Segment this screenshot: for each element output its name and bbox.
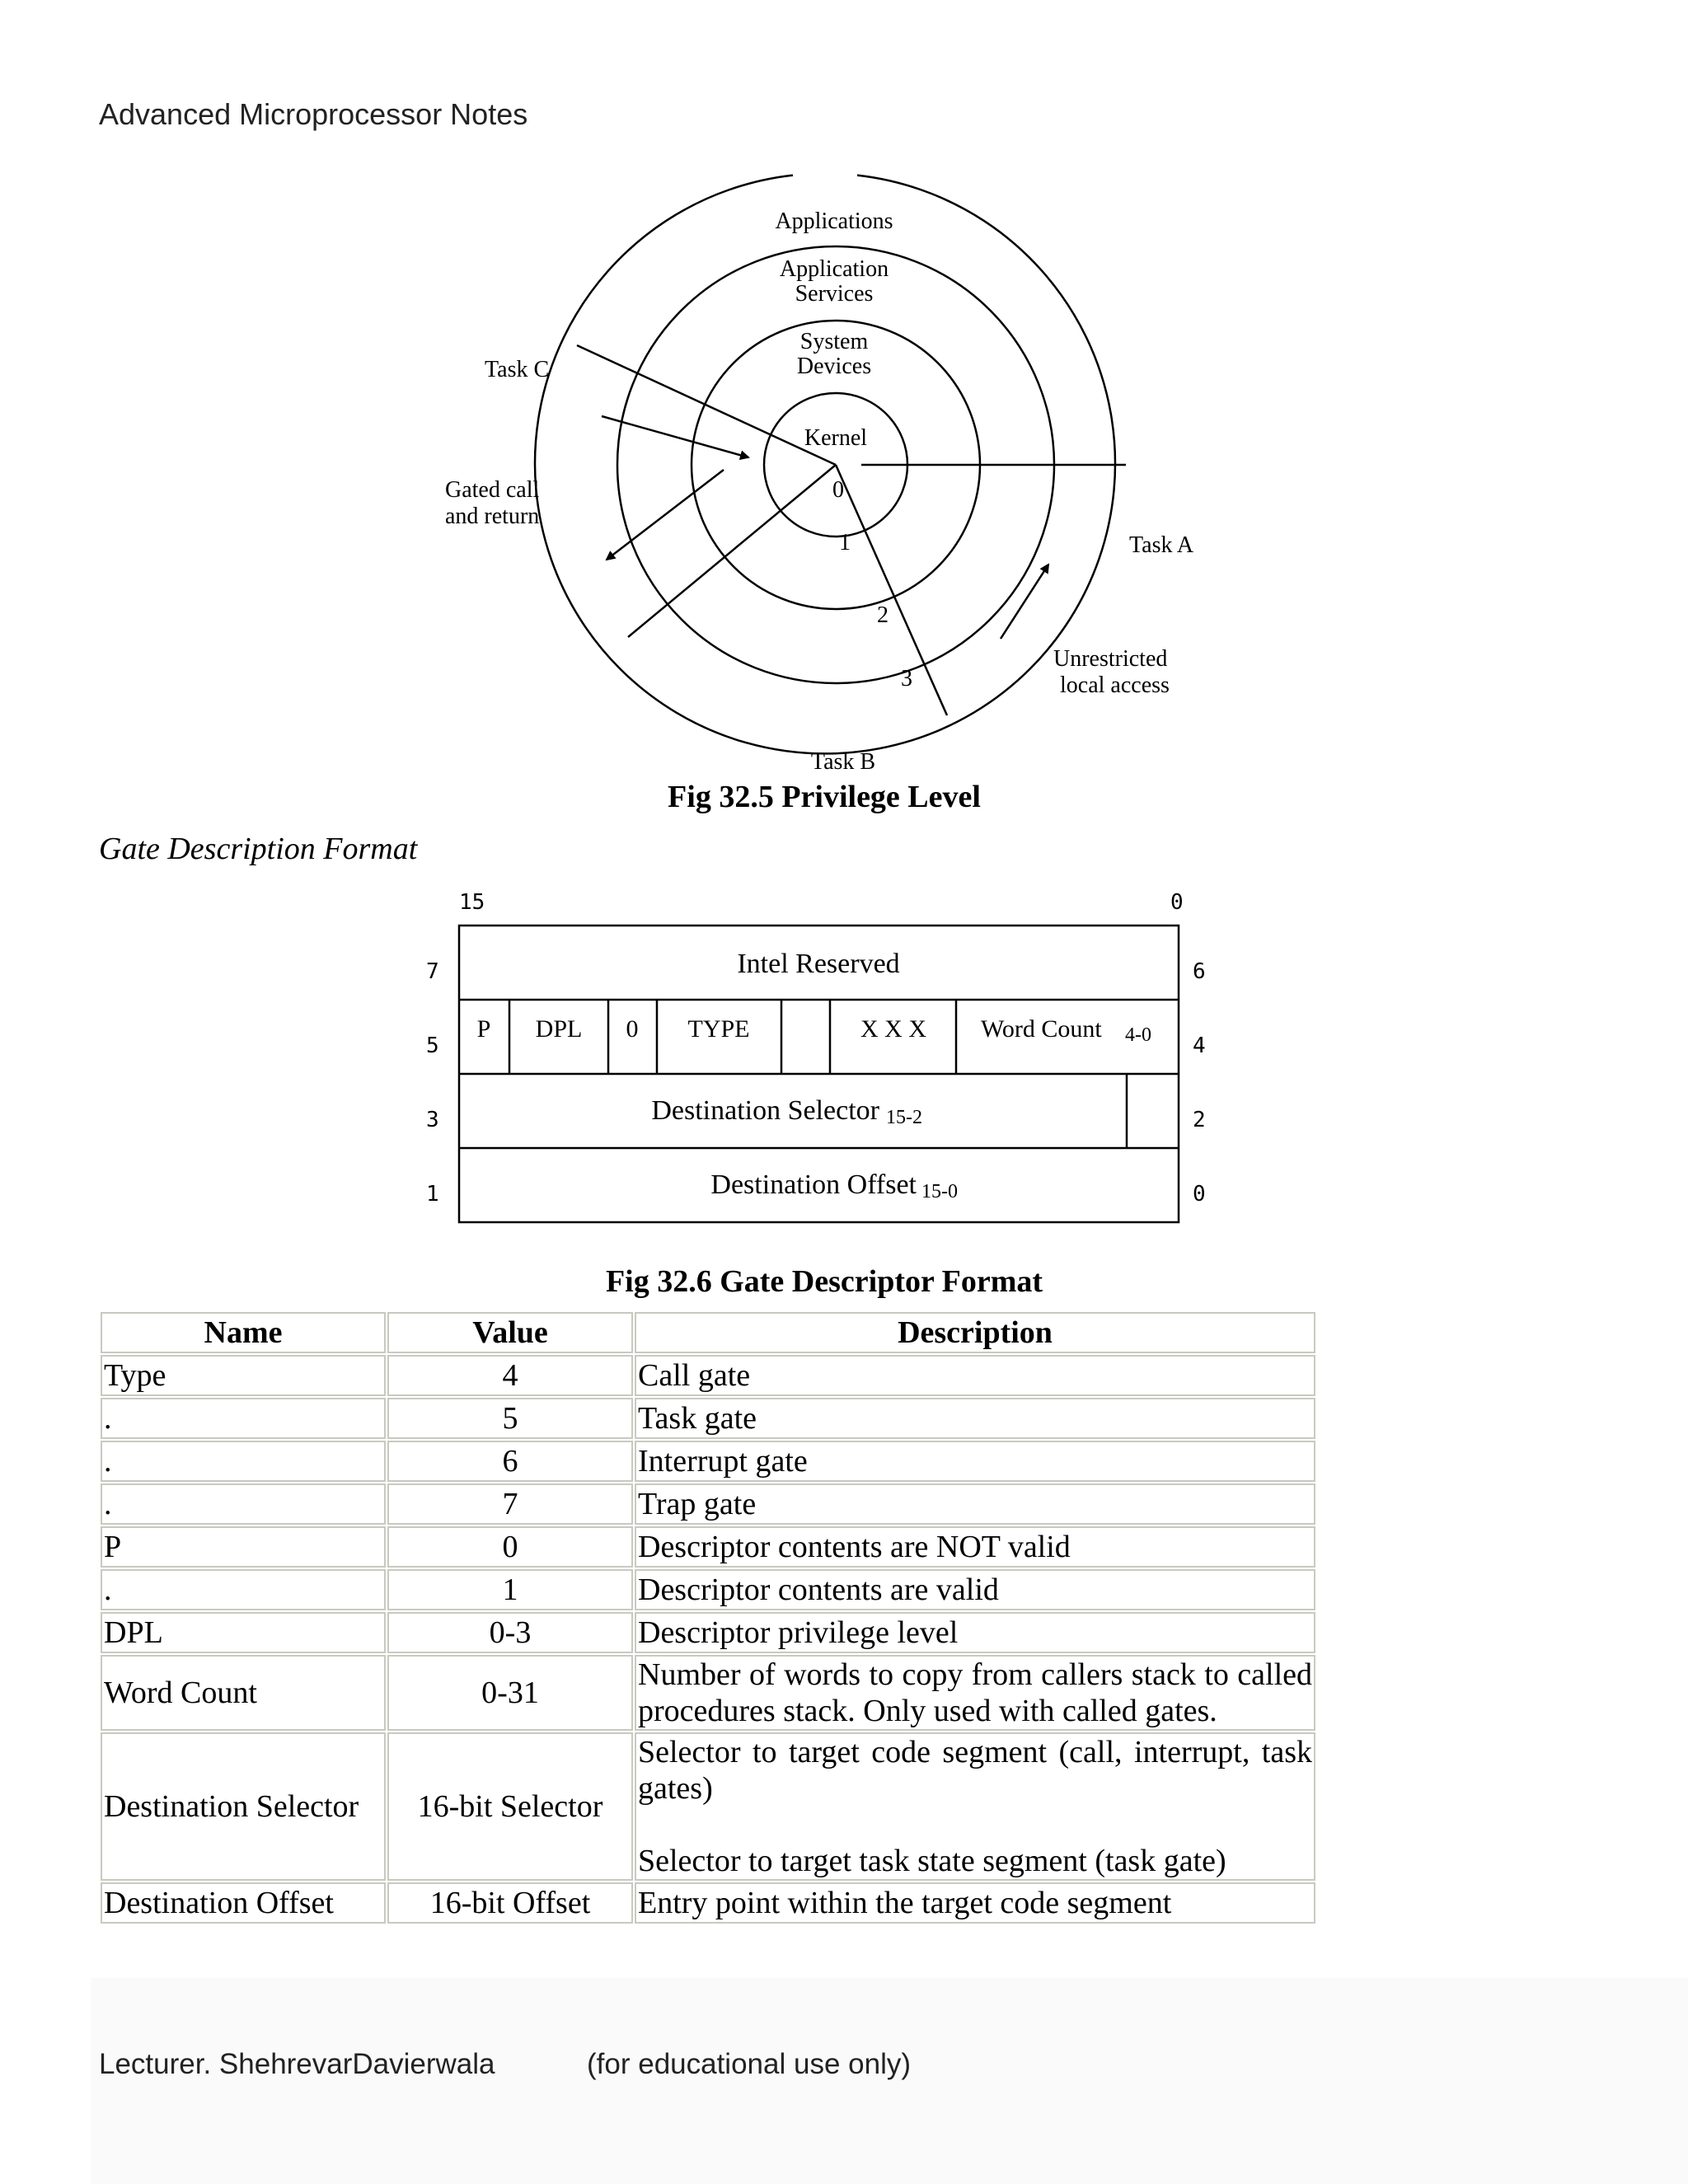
field-word-count-bits: 4-0 — [1125, 1024, 1151, 1046]
cell-description: Entry point within the target code segment — [635, 1882, 1315, 1924]
header-description: Description — [635, 1312, 1315, 1353]
cell-value: 6 — [387, 1441, 633, 1482]
label-system-2: Devices — [796, 354, 872, 379]
label-level-1: 1 — [839, 530, 851, 555]
cell-description: Call gate — [635, 1355, 1315, 1396]
table-row — [101, 1398, 1315, 1439]
figure-32-6-caption: Fig 32.6 Gate Descriptor Format — [605, 1264, 1043, 1299]
label-gated-1: Gated call — [445, 477, 540, 503]
description-spacer — [638, 1807, 1312, 1843]
label-level-0: 0 — [832, 477, 844, 503]
field-destination-selector: Destination Selector — [651, 1095, 879, 1126]
table-row — [101, 1355, 1315, 1396]
cell-value: 4 — [387, 1355, 633, 1396]
label-app-services-2: Services — [795, 281, 874, 307]
bit-15-label: 15 — [459, 890, 485, 915]
label-unrestricted-2: local access — [1060, 673, 1170, 698]
field-destination-selector-bits: 15-2 — [886, 1107, 922, 1128]
cell-name: . — [101, 1398, 386, 1439]
gated-line — [628, 465, 836, 637]
label-applications: Applications — [775, 209, 893, 234]
table-row — [101, 1612, 1315, 1653]
footer-shading — [91, 1978, 1688, 2184]
cell-name: . — [101, 1483, 386, 1525]
gate-descriptor-diagram — [404, 878, 1228, 1240]
table-header-row — [101, 1312, 1315, 1353]
cell-value: 16-bit Selector — [387, 1732, 633, 1881]
field-p: P — [476, 1015, 491, 1043]
label-task-a: Task A — [1129, 532, 1194, 558]
cell-name: Destination Offset — [101, 1882, 386, 1924]
cell-description: Number of words to copy from callers stack to called procedures stack. Only used with called gates. — [635, 1655, 1315, 1731]
table-row — [101, 1732, 1315, 1881]
row-label-6: 6 — [1193, 959, 1206, 984]
field-destination-offset: Destination Offset — [710, 1169, 917, 1200]
cell-name: . — [101, 1441, 386, 1482]
cell-value: 1 — [387, 1569, 633, 1610]
label-gated-2: and return — [445, 504, 540, 529]
cell-name: Type — [101, 1355, 386, 1396]
cell-value: 0 — [387, 1526, 633, 1568]
label-kernel: Kernel — [804, 425, 868, 451]
description-line: Selector to target task state segment (task gate) — [638, 1844, 1226, 1878]
cell-value: 5 — [387, 1398, 633, 1439]
label-unrestricted-1: Unrestricted — [1053, 646, 1168, 672]
section-title: Gate Description Format — [99, 832, 418, 866]
label-system-1: System — [799, 329, 869, 354]
header-value: Value — [387, 1312, 633, 1353]
label-level-2: 2 — [877, 602, 889, 628]
privilege-level-diagram — [412, 161, 1236, 787]
label-level-3: 3 — [901, 666, 912, 691]
row-label-0: 0 — [1193, 1182, 1206, 1207]
cell-value: 7 — [387, 1483, 633, 1525]
cell-name: Word Count — [101, 1655, 386, 1731]
cell-name: P — [101, 1526, 386, 1568]
bit-0-label: 0 — [1170, 890, 1184, 915]
figure-32-5-caption: Fig 32.5 Privilege Level — [668, 780, 981, 814]
cell-description: Trap gate — [635, 1483, 1315, 1525]
footer-note: (for educational use only) — [587, 2048, 911, 2080]
task-b-line — [836, 465, 947, 715]
cell-description — [635, 1732, 1315, 1881]
cell-value: 16-bit Offset — [387, 1882, 633, 1924]
field-type: TYPE — [687, 1015, 750, 1043]
table-row — [101, 1569, 1315, 1610]
field-intel-reserved: Intel Reserved — [737, 949, 900, 979]
cell-description: Task gate — [635, 1398, 1315, 1439]
row-label-3: 3 — [426, 1108, 439, 1132]
cell-description: Interrupt gate — [635, 1441, 1315, 1482]
cell-description: Descriptor contents are NOT valid — [635, 1526, 1315, 1568]
row-label-1: 1 — [426, 1182, 439, 1207]
cell-name: DPL — [101, 1612, 386, 1653]
page-header: Advanced Microprocessor Notes — [99, 97, 528, 131]
gated-in-arrow — [602, 416, 748, 457]
cell-value: 0-3 — [387, 1612, 633, 1653]
gate-field-table — [99, 1310, 1317, 1925]
table-row — [101, 1483, 1315, 1525]
cell-description: Descriptor privilege level — [635, 1612, 1315, 1653]
description-line: Selector to target code segment (call, interrupt, task gates) — [638, 1735, 1312, 1806]
cell-value: 0-31 — [387, 1655, 633, 1731]
field-zero: 0 — [626, 1015, 639, 1043]
cell-name: Destination Selector — [101, 1732, 386, 1881]
label-app-services-1: Application — [779, 256, 889, 282]
field-word-count: Word Count — [981, 1015, 1102, 1043]
cell-name: . — [101, 1569, 386, 1610]
label-task-b: Task B — [810, 749, 876, 775]
cell-description: Descriptor contents are valid — [635, 1569, 1315, 1610]
row-label-7: 7 — [426, 959, 439, 984]
field-destination-offset-bits: 15-0 — [921, 1181, 958, 1202]
table-row — [101, 1655, 1315, 1731]
field-dpl: DPL — [535, 1015, 583, 1043]
field-xxx: X X X — [860, 1015, 926, 1043]
table-row — [101, 1882, 1315, 1924]
row-label-5: 5 — [426, 1033, 439, 1058]
row-label-2: 2 — [1193, 1108, 1206, 1132]
row-label-4: 4 — [1193, 1033, 1206, 1058]
gated-out-arrow — [607, 470, 724, 560]
label-task-c: Task C — [485, 357, 550, 382]
table-row — [101, 1441, 1315, 1482]
table-row — [101, 1526, 1315, 1568]
header-name: Name — [101, 1312, 386, 1353]
footer-author: Lecturer. ShehrevarDavierwala — [99, 2048, 495, 2080]
